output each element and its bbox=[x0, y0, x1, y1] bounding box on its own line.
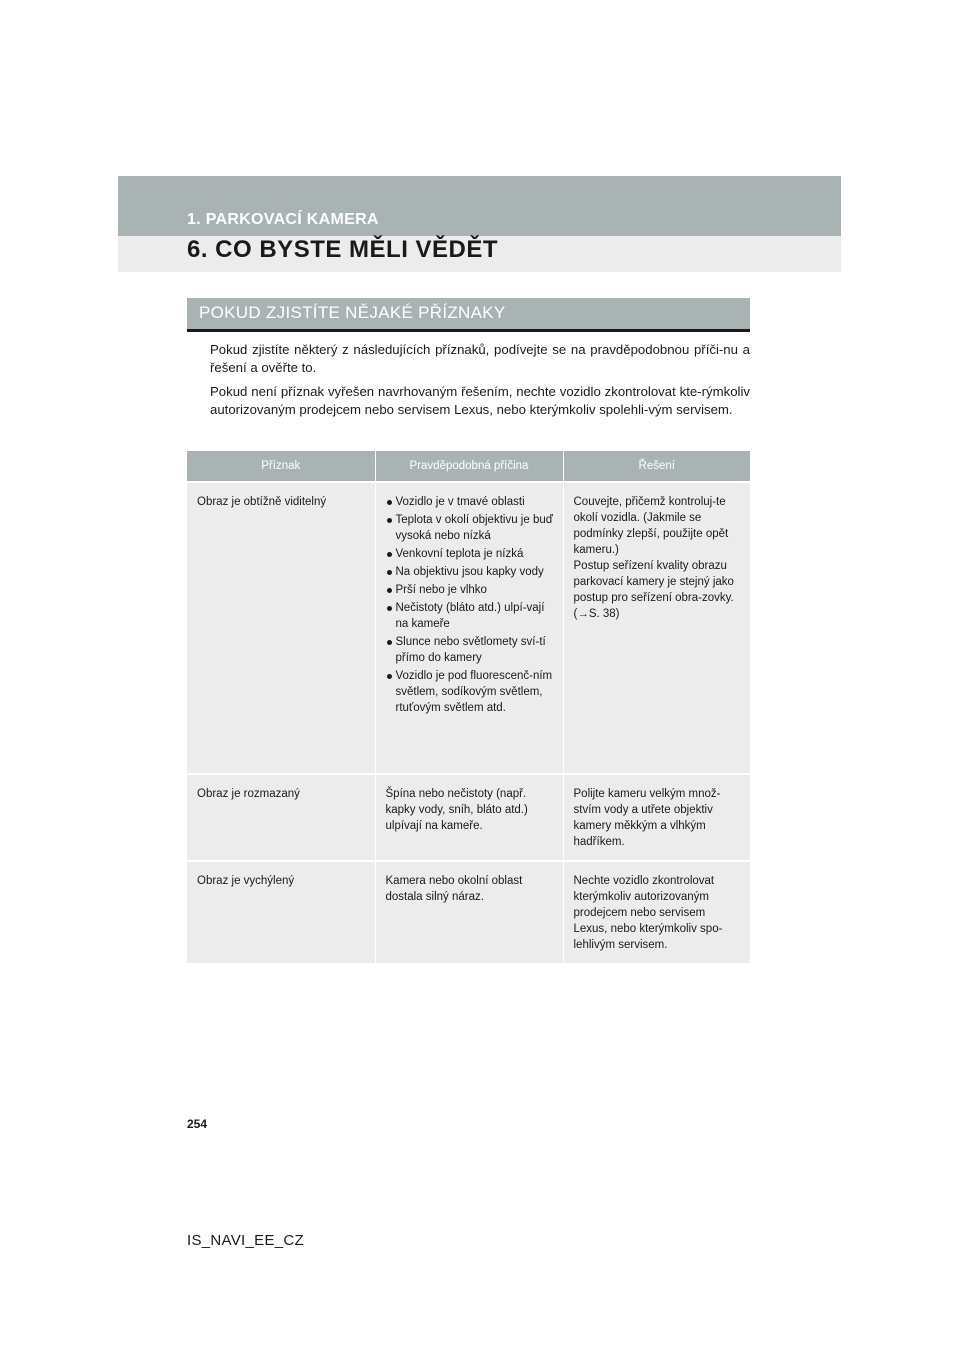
header-cause: Pravděpodobná příčina bbox=[375, 451, 563, 482]
page-title: 6. CO BYSTE MĚLI VĚDĚT bbox=[187, 236, 499, 263]
chapter-title: 1. PARKOVACÍ KAMERA bbox=[187, 211, 379, 228]
cause-cell bbox=[375, 482, 563, 774]
solution-text: Couvejte, přičemž kontroluj-te okolí vozidla. (Jakmile se podmínky zlepší, použijte opět kameru.) bbox=[573, 496, 729, 556]
list-item: Prší nebo je vlhko bbox=[386, 582, 555, 598]
cause-cell: Špína nebo nečistoty (např. kapky vody, sníh, bláto atd.) ulpívají na kameře. bbox=[375, 774, 563, 861]
symptom-table bbox=[187, 451, 750, 963]
list-item: Teplota v okolí objektivu je buď vysoká nebo nízká bbox=[386, 512, 555, 544]
solution-cell: Nechte vozidlo zkontrolovat kterýmkoliv autorizovaným prodejcem nebo servisem Lexus, nebo kterýmkoliv spo-lehlivým servisem. bbox=[563, 861, 750, 963]
section-header bbox=[187, 298, 750, 332]
document-code: IS_NAVI_EE_CZ bbox=[187, 1232, 305, 1249]
table-row bbox=[187, 861, 750, 963]
symptom-cell: Obraz je vychýlený bbox=[187, 861, 375, 963]
list-item: Nečistoty (bláto atd.) ulpí-vají na kameře bbox=[386, 600, 555, 632]
solution-cell bbox=[563, 482, 750, 774]
list-item: Vozidlo je pod fluorescenč-ním světlem, sodíkovým světlem, rtuťovým světlem atd. bbox=[386, 668, 555, 716]
intro-paragraph-2: Pokud není příznak vyřešen navrhovaným řešením, nechte vozidlo zkontrolovat kte-rýmkoliv autorizovaným prodejcem nebo servisem Lexus, nebo kterýmkoliv spolehli-vým servisem. bbox=[210, 384, 750, 417]
solution-text: Postup seřízení kvality obrazu parkovací kamery je stejný jako postup pro seřízení obra-zovky. (→S. 38) bbox=[573, 560, 734, 620]
header-solution: Řešení bbox=[563, 451, 750, 482]
cause-cell: Kamera nebo okolní oblast dostala silný náraz. bbox=[375, 861, 563, 963]
page-number: 254 bbox=[187, 1117, 208, 1131]
table-header-row bbox=[187, 451, 750, 482]
symptom-cell: Obraz je obtížně viditelný bbox=[187, 482, 375, 774]
solution-cell: Polijte kameru velkým množ-stvím vody a utřete objektiv kamery měkkým a vlhkým hadříkem. bbox=[563, 774, 750, 861]
table-row bbox=[187, 774, 750, 861]
list-item: Slunce nebo světlomety sví-tí přímo do kamery bbox=[386, 634, 555, 666]
section-title: POKUD ZJISTÍTE NĚJAKÉ PŘÍZNAKY bbox=[199, 303, 506, 322]
list-item: Venkovní teplota je nízká bbox=[386, 546, 555, 562]
intro-text bbox=[210, 341, 750, 425]
symptom-cell: Obraz je rozmazaný bbox=[187, 774, 375, 861]
list-item: Na objektivu jsou kapky vody bbox=[386, 564, 555, 580]
cause-list bbox=[386, 494, 555, 716]
header-symptom: Příznak bbox=[187, 451, 375, 482]
intro-paragraph-1: Pokud zjistíte některý z následujících příznaků, podívejte se na pravděpodobnou příči-nu a řešení a ověřte to. bbox=[210, 342, 750, 375]
list-item: Vozidlo je v tmavé oblasti bbox=[386, 494, 555, 510]
table-row bbox=[187, 482, 750, 774]
